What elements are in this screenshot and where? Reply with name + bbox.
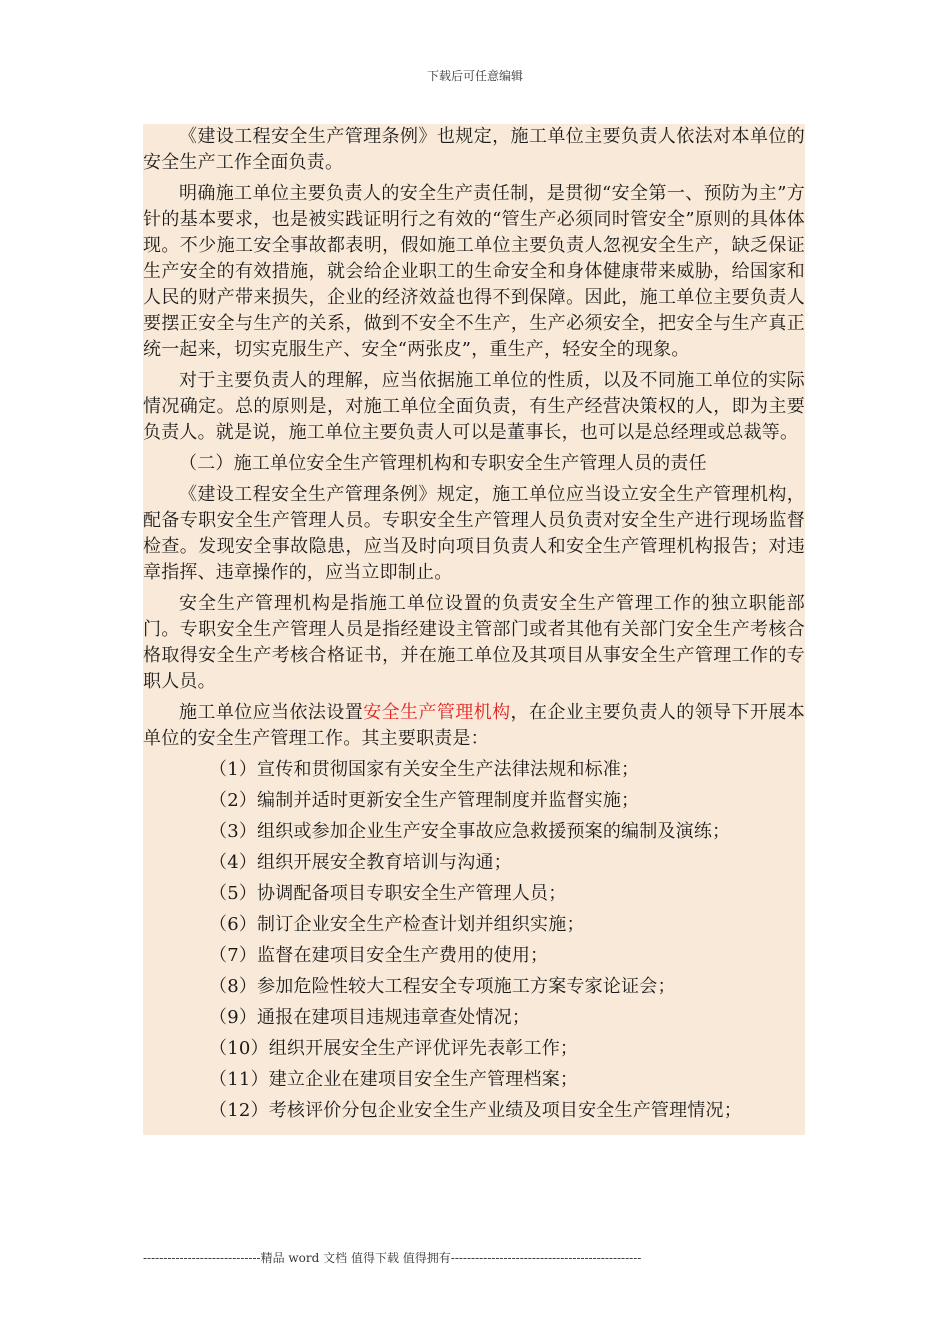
list-item: （1）宣传和贯彻国家有关安全生产法律法规和标准； — [209, 759, 640, 780]
paragraph-6: 安全生产管理机构是指施工单位设置的负责安全生产管理工作的独立职能部门。专职安全生产管理人员是指经建设主管部门或者其他有关部门安全生产考核合格取得安全生产考核合格证书，并在施工单位及其项目从事安全生产管理工作的专职人员。 — [143, 593, 805, 692]
list-item: （11）建立企业在建项目安全生产管理档案； — [209, 1069, 579, 1090]
paragraph-5: 《建设工程安全生产管理条例》规定，施工单位应当设立安全生产管理机构，配备专职安全生产管理人员。专职安全生产管理人员负责对安全生产进行现场监督检查。发现安全事故隐患，应当及时向项目负责人和安全生产管理机构报告；对违章指挥、违章操作的，应当立即制止。 — [143, 484, 805, 583]
paragraph-2: 明确施工单位主要负责人的安全生产责任制，是贯彻“安全第一、预防为主”方针的基本要求，也是被实践证明行之有效的“管生产必须同时管安全”原则的具体体现。不少施工安全事故都表明，假如施工单位主要负责人忽视安全生产，缺乏保证生产安全的有效措施，就会给企业职工的生命安全和身体健康带来威胁，给国家和人民的财产带来损失，企业的经济效益也得不到保障。因此，施工单位主要负责人要摆正安全与生产的关系，做到不安全不生产，生产必须安全，把安全与生产真正统一起来，切实克服生产、安全“两张皮”，重生产，轻安全的现象。 — [143, 183, 805, 360]
document-body — [143, 124, 805, 1135]
list-item: （7）监督在建项目安全生产费用的使用； — [209, 945, 549, 966]
page-header: 下载后可任意编辑 — [426, 69, 523, 83]
list-item: （10）组织开展安全生产评优评先表彰工作； — [209, 1038, 579, 1059]
list-item: （3）组织或参加企业生产安全事故应急救援预案的编制及演练； — [209, 821, 731, 842]
paragraph-7-end: ，在企业主要负责人的领导下开展本单位的安全生产管理工作。其主要职责是： — [143, 702, 805, 749]
paragraph-7-start: 施工单位应当依法设置 — [179, 702, 364, 723]
list-item: （2）编制并适时更新安全生产管理制度并监督实施； — [209, 790, 640, 811]
paragraph-3: 对于主要负责人的理解，应当依据施工单位的性质，以及不同施工单位的实际情况确定。总的原则是，对施工单位全面负责，有生产经营决策权的人，即为主要负责人。就是说，施工单位主要负责人可以是董事长，也可以是总经理或总裁等。 — [143, 370, 805, 443]
page-footer: -----------------------------精品 word 文档 值得下载 值得拥有----------------------------------------------- — [143, 1251, 642, 1265]
highlighted-term: 安全生产管理机构 — [363, 702, 511, 723]
paragraph-1: 《建设工程安全生产管理条例》也规定，施工单位主要负责人依法对本单位的安全生产工作全面负责。 — [143, 126, 805, 173]
list-item: （8）参加危险性较大工程安全专项施工方案专家论证会； — [209, 976, 676, 997]
list-item: （9）通报在建项目违规违章查处情况； — [209, 1007, 531, 1028]
list-item: （4）组织开展安全教育培训与沟通； — [209, 852, 512, 873]
section-heading: （二）施工单位安全生产管理机构和专职安全生产管理人员的责任 — [179, 453, 707, 474]
list-item: （6）制订企业安全生产检查计划并组织实施； — [209, 914, 585, 935]
list-item: （12）考核评价分包企业安全生产业绩及项目安全生产管理情况； — [209, 1100, 742, 1121]
paragraph-7 — [143, 700, 805, 752]
list-item: （5）协调配备项目专职安全生产管理人员； — [209, 883, 567, 904]
